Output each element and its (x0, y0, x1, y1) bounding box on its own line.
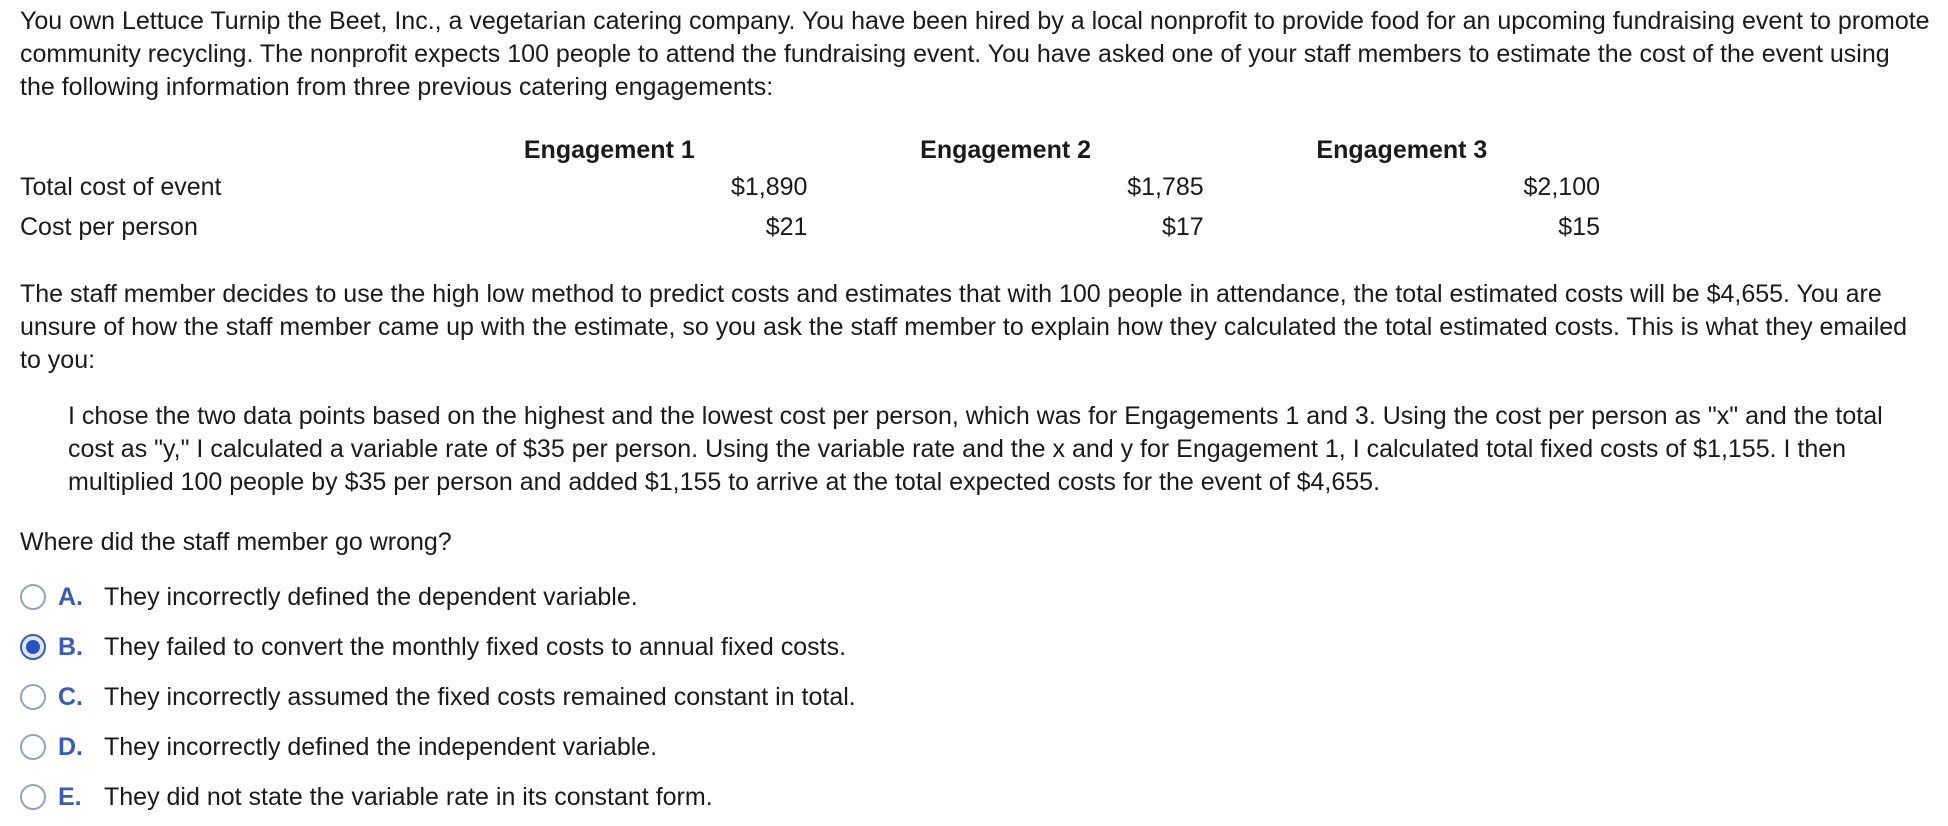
cell-total-cost-engagement-3: $2,100 (1523, 172, 1600, 201)
cell-cost-per-person-engagement-1: $21 (765, 212, 808, 241)
option-e[interactable] (20, 772, 856, 822)
table-row (20, 207, 1600, 247)
option-letter: C. (58, 682, 83, 711)
intro-paragraph: You own Lettuce Turnip the Beet, Inc., a vegetarian catering company. You have been hired by a local nonprofit to provide food for an upcoming fundraising event to promote community recycling. The nonprofit expects 100 people to attend the fundraising event. You have asked one of your staff members to estimate the cost of the event using the following information from three previous catering engagements: (20, 7, 1930, 101)
option-letter: E. (58, 782, 82, 811)
cell-cost-per-person-engagement-2: $17 (1162, 212, 1204, 241)
option-a[interactable] (20, 572, 856, 622)
staff-email-quote: I chose the two data points based on the highest and the lowest cost per person, which was for Engagements 1 and 3. Using the cost per person as "x" and the total cost as "y," I calculated a variable rate of $35 per person. Using the variable rate and the x and y for Engagement 1, I calculated total fixed costs of $1,155. I then multiplied 100 people by $35 per person and added $1,155 to arrive at the total expected costs for the event of $4,655. (68, 402, 1883, 496)
option-text: They incorrectly defined the independent variable. (104, 732, 658, 761)
cell-total-cost-engagement-1: $1,890 (730, 172, 808, 201)
radio-option-d[interactable] (20, 734, 46, 760)
table-header-row (20, 133, 1600, 167)
table-header-engagement-2: Engagement 2 (920, 135, 1092, 164)
option-text: They failed to convert the monthly fixed costs to annual fixed costs. (104, 632, 847, 661)
option-letter: A. (58, 582, 83, 611)
radio-option-a[interactable] (20, 584, 46, 610)
radio-option-e[interactable] (20, 784, 46, 810)
option-letter: B. (58, 632, 83, 661)
radio-option-c[interactable] (20, 684, 46, 710)
option-letter: D. (58, 732, 83, 761)
radio-option-b[interactable] (20, 634, 46, 660)
table-header-engagement-1: Engagement 1 (523, 135, 695, 164)
row-label-cost-per-person: Cost per person (20, 212, 198, 241)
table-header-empty (20, 133, 411, 167)
question-prompt: Where did the staff member go wrong? (20, 528, 452, 556)
cell-total-cost-engagement-2: $1,785 (1127, 172, 1204, 201)
option-text: They incorrectly assumed the fixed costs remained constant in total. (104, 682, 856, 711)
table-header-engagement-3: Engagement 3 (1316, 135, 1488, 164)
option-d[interactable] (20, 722, 856, 772)
cell-cost-per-person-engagement-3: $15 (1558, 212, 1600, 241)
explanation-paragraph: The staff member decides to use the high low method to predict costs and estimates that with 100 people in attendance, the total estimated costs will be $4,655. You are unsure of how the staff member came up with the estimate, so you ask the staff member to explain how they calculated the total estimated costs. This is what they emailed to you: (20, 280, 1908, 374)
option-b[interactable] (20, 622, 856, 672)
option-text: They did not state the variable rate in its constant form. (104, 782, 713, 811)
engagement-table (20, 133, 1600, 247)
option-c[interactable] (20, 672, 856, 722)
row-label-total-cost: Total cost of event (20, 172, 222, 201)
table-row (20, 167, 1600, 207)
option-text: They incorrectly defined the dependent variable. (104, 582, 638, 611)
answer-options (20, 572, 856, 822)
